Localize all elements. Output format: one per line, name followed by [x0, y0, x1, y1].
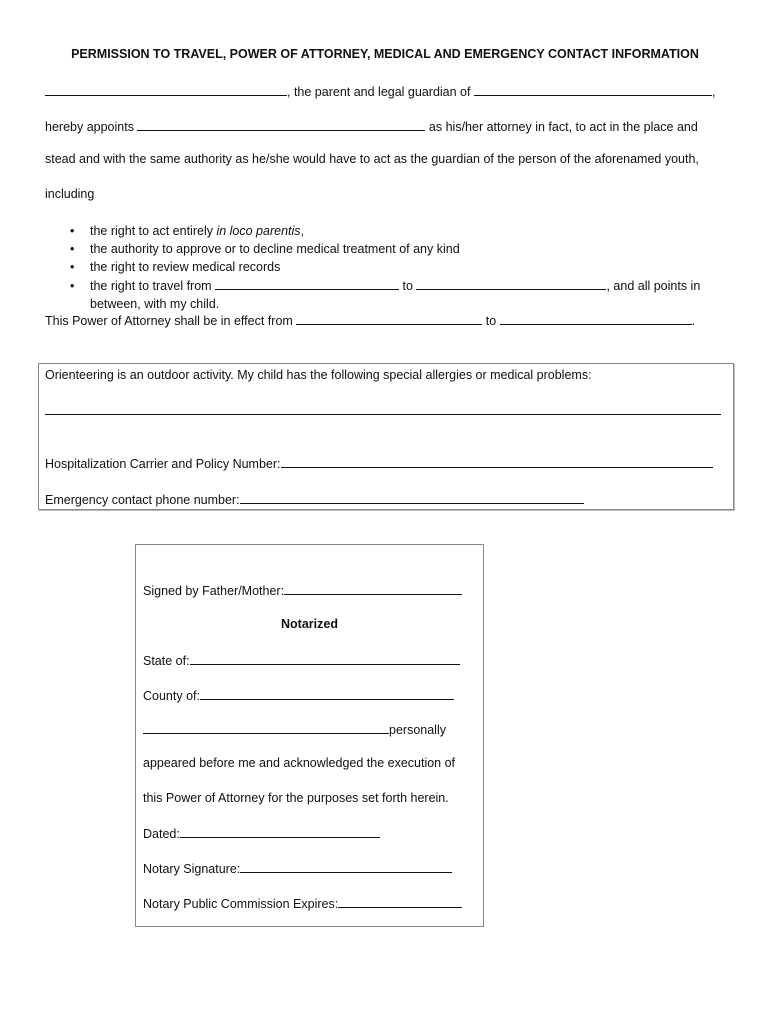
- youth-name-field[interactable]: [474, 83, 712, 96]
- purposes-text: this Power of Attorney for the purposes set forth herein.: [143, 791, 449, 805]
- phone-line: Emergency contact phone number:: [45, 491, 584, 507]
- medical-info-box: [38, 363, 734, 510]
- state-field[interactable]: [190, 652, 460, 665]
- dated-line: Dated:: [143, 825, 380, 841]
- appoints-label: hereby appoints: [45, 120, 134, 134]
- effect-to: to: [485, 314, 497, 328]
- notary-box: [135, 544, 484, 927]
- county-line: County of:: [143, 687, 454, 703]
- guardian-text: , the parent and legal guardian of: [287, 85, 471, 99]
- notary-signature-line: Notary Signature:: [143, 860, 452, 876]
- signature-field[interactable]: [284, 582, 462, 595]
- attorney-name-field[interactable]: [137, 118, 425, 131]
- dated-field[interactable]: [180, 825, 380, 838]
- list-item: • the right to review medical records: [70, 258, 700, 276]
- effect-to-field[interactable]: [500, 312, 692, 325]
- effect-from-field[interactable]: [296, 312, 482, 325]
- county-field[interactable]: [200, 687, 454, 700]
- appeared-text: appeared before me and acknowledged the execution of: [143, 756, 456, 770]
- effect-line: This Power of Attorney shall be in effect from to .: [45, 314, 696, 328]
- stead-text: stead and with the same authority as he/she would have to act as the guardian of the person of the aforenamed youth,: [45, 152, 699, 166]
- list-item: • the right to travel from to , and all points in: [70, 277, 700, 295]
- list-item: • the authority to approve or to decline medical treatment of any kind: [70, 240, 700, 258]
- expires-field[interactable]: [338, 895, 462, 908]
- notary-signature-field[interactable]: [240, 860, 452, 873]
- signed-line: Signed by Father/Mother:: [143, 582, 462, 598]
- rights-list: [70, 222, 700, 313]
- carrier-line: Hospitalization Carrier and Policy Number:: [45, 455, 713, 471]
- notary-name-field[interactable]: [143, 721, 389, 734]
- appoints-line: [45, 118, 698, 134]
- travel-from-field[interactable]: [215, 277, 399, 290]
- list-item: • the right to act entirely in loco parentis,: [70, 222, 700, 240]
- phone-field[interactable]: [240, 491, 584, 504]
- list-item-continuation: between, with my child.: [90, 296, 220, 311]
- personally-line: personally: [143, 721, 446, 737]
- page-title: PERMISSION TO TRAVEL, POWER OF ATTORNEY, MEDICAL AND EMERGENCY CONTACT INFORMATION: [71, 47, 699, 61]
- guardian-line: [45, 83, 715, 99]
- comma: ,: [711, 85, 716, 99]
- notarized-heading: Notarized: [281, 617, 338, 631]
- effect-label: This Power of Attorney shall be in effect from: [45, 314, 293, 328]
- allergies-label: Orienteering is an outdoor activity. My child has the following special allergies or medical problems:: [45, 368, 592, 382]
- allergies-field[interactable]: [45, 414, 721, 415]
- state-line: State of:: [143, 652, 460, 668]
- attorney-text: as his/her attorney in fact, to act in the place and: [428, 120, 698, 134]
- parent-name-field[interactable]: [45, 83, 287, 96]
- including-text: including: [45, 187, 95, 201]
- expires-line: Notary Public Commission Expires:: [143, 895, 462, 911]
- carrier-field[interactable]: [281, 455, 713, 468]
- travel-to-field[interactable]: [416, 277, 606, 290]
